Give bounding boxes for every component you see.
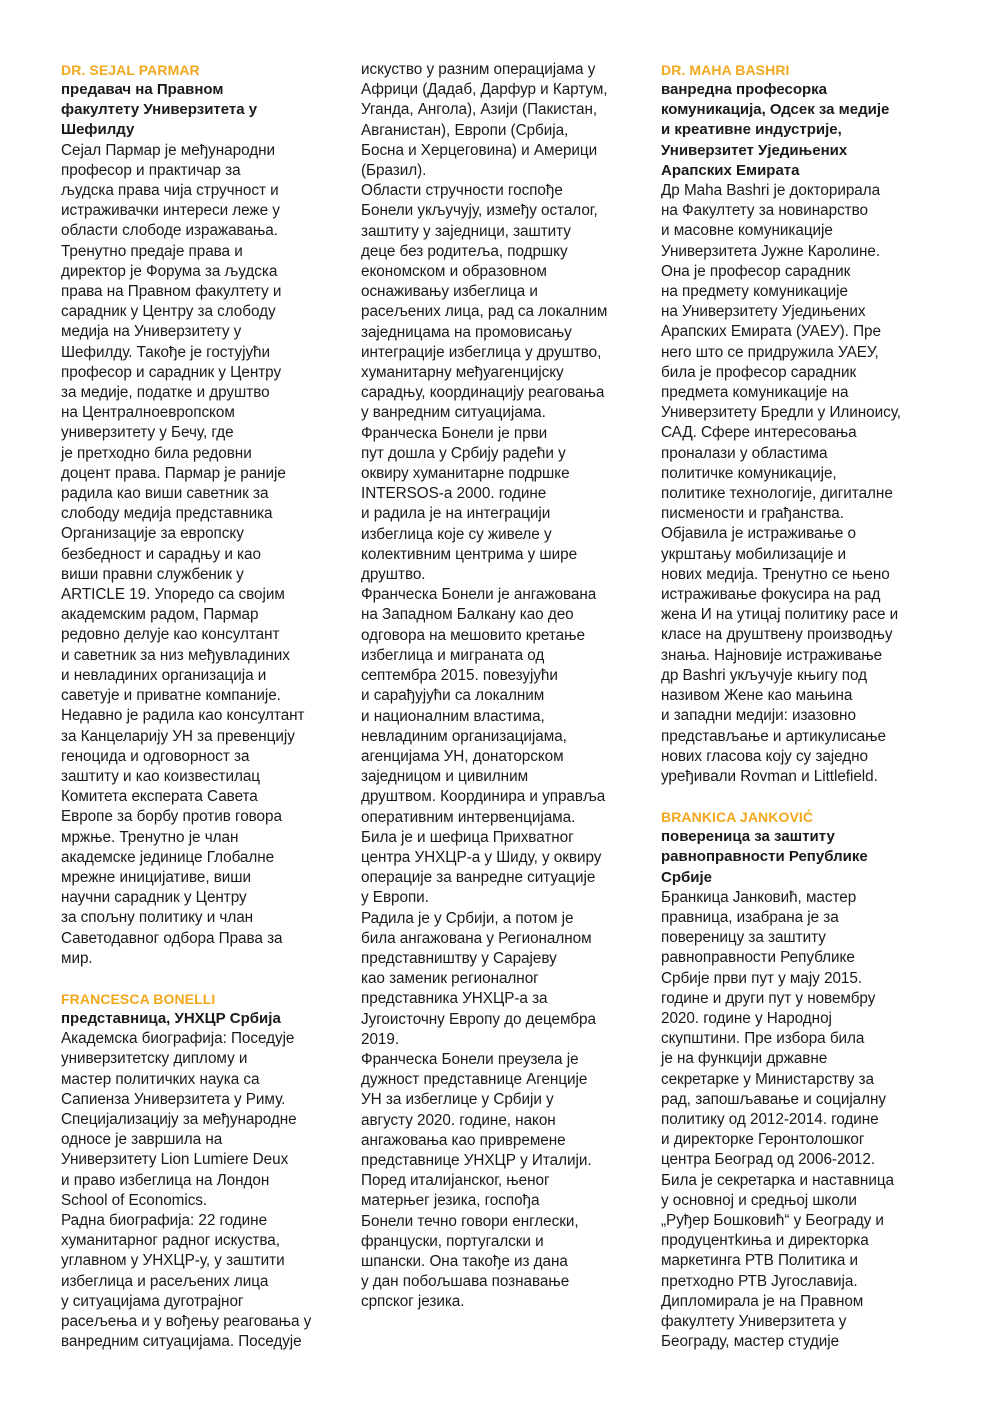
speaker-bio-brankica-jankovic: Бранкица Јанковић, мастер правница, изабрана је за повереницу за заштиту равноправности Републике Србије први пут у мају 2015. године и други пут у новембру 2020. године у Народној скупштини. Пре избора била је на функцији државне секретарке у Министарству за рад, запошљавање и социјалну политику од 2012-2014. године и директорке Геронтолошког центра Београд од 2006-2012. Била је секретарка и наставница у основној и средњој школи „Руђер Бошковић“ у Београду и продуцентkиња и директорка маркетинга РТВ Политика и претходно РТВ Југославија. Дипломирала је на Правном факултету Универзитета у Београду, мастер студије (661, 888, 894, 1351)
speaker-bio-sejal-parmar: Сејал Пармар је међународни професор и практичар за људска права чија стручност и истраживачки интереси леже у области слободе изражавања. Тренутно предаје права и директор је Форума за људска права на Правном факултету и сарадник у Центру за слободу медија на Универзитету у Шефилду. Такође је гостујући професор и сарадник у Центру за медије, податке и друштво на Централноевропском универзитету у Бечу, где је претходно била редовни доцент права. Пармар је раније радила као виши саветник за слободу медија представника Организације за европску безбедност и сарадњу и као виши правни службеник у ARTICLE 19. Упоредо са својим академским радом, Пармар редовно делује као консултант и саветник за низ међувладиних и невладиних организација и саветује и приватне компаније. Недавно је радила као консултант за Канцеларију УН за превенцију геноцида и одговорност за заштиту и као коизвестилац Комитета експерата Савета Европе за борбу против говора мржње. Тренутно је члан академске јединице Глобалне мрежне иницијативе, виши научни сарадник у Центру за спољну политику и члан Саветодавног одбора Права за мир. (61, 141, 305, 967)
speaker-role-maha-bashri: ванредна професорка комуникација, Одсек за медије и креативне индустрије, Универзитет Уједињених Арапских Емирата (661, 81, 890, 179)
column-left (61, 60, 343, 1352)
speaker-bio-francesca-bonelli: Академска биографија: Поседује универзитетску диплому и мастер политичких наука са Сапиенза Универзитета у Риму. Специјализацију за међународне односе је завршила на Универзитету Lion Lumiere Deux и право избеглица на Лондон School of Economics. Радна биографија: 22 године хуманитарног радног искуства, углавном у УНХЦР-у, у заштити избеглица и расељених лица у ситуацијама дуготрајног расељења и у вођењу реаговања у ванредним ситуацијама. Поседује (61, 1030, 312, 1351)
section-spacer (61, 969, 343, 989)
section-spacer (661, 787, 943, 807)
speaker-bio-francesca-bonelli-continued: искуство у разним операцијама у Африци (Дадаб, Дарфур и Картум, Уганда, Ангола), Азији (Пакистан, Авганистан), Европи (Србија, Босна и Херцеговина) и Америци (Бразил). Области стручности госпође Бонели укључују, између осталог, заштиту у заједници, заштиту деце без родитеља, подршку економском и образовном оснаживању избеглица и расељених лица, рад са локалним заједницама на промовисању интеграције избеглица у друштво, хуманитарну међуагенцијску сарадњу, координацију реаговања у ванредним ситуацијама. Франческа Бонели је први пут дошла у Србију радећи у оквиру хуманитарне подршке INTERSOS-а 2000. године и радила је на интеграцији избеглица које су живеле у колективним центрима у шире друштво. Франческа Бонели је ангажована на Западном Балкану као део одговора на мешовито кретање избеглица и миграната од септембра 2015. повезујући и сарађујући са локалним и националним властима, невладиним организацијама, агенцијама УН, донаторском заједницом и цивилним друштвом. Координира и управља оперативним интервенцијама. Била је и шефица Прихватног центра УНХЦР-а у Шиду, у оквиру операције за ванредне ситуације у Европи. Радила је у Србији, а потом је била ангажована у Регионалном представништву у Сарајеву као заменик регионалног представника УНХЦР-а за Југоисточну Европу до децембра 2019. Франческа Бонели преузела је дужност представнице Агенције УН за избеглице у Србији у августу 2020. године, након ангажовања као привремене представнице УНХЦР у Италији. Поред италијанског, њеног матерњег језика, госпођа Бонели течно говори енглески, француски, португалски и шпански. Она такође из дана у дан побољшава познавање српског језика. (361, 61, 608, 1311)
speaker-name-francesca-bonelli: FRANCESCA BONELLI (61, 990, 216, 1007)
column-right (661, 60, 943, 1352)
speaker-name-maha-bashri: DR. MAHA BASHRI (661, 62, 790, 78)
speaker-role-francesca-bonelli: представница, УНХЦР Србија (61, 1009, 281, 1027)
speaker-role-sejal-parmar: предавач на Правном факултету Универзитета у Шефилду (61, 81, 258, 139)
speaker-name-sejal-parmar: DR. SEJAL PARMAR (61, 62, 200, 78)
speaker-name-brankica-jankovic: BRANKICA JANKOVIĆ (661, 809, 814, 826)
speaker-bio-maha-bashri: Др Maha Bashri је докторирала на Факултету за новинарство и масовне комуникације Универзитета Јужне Каролине. Она је професор сарадник на предмету комуникације на Универзитету Уједињених Арапских Емирата (УАЕУ). Пре него што се придружила УАЕУ, била је професор сарадник предмета комуникације на Универзитету Бредли у Илиноису, САД. Сфере интересовања проналази у областима политичке комуникације, политике технологије, дигиталне писмености и грађанства. Објавила је истраживање о укрштању мобилизације и нових медија. Тренутно се њено истраживање фокусира на рад жена И на утицај политику расе и класе на друштвену производњу знања. Најновије истраживање др Bashri укључује књигу под називом Жене као мањина и западни медији: изазовно представљање и артикулисање нових гласова коју су заједно уређивали Rovman и Littlefield. (661, 182, 901, 785)
column-middle (361, 60, 643, 1313)
speaker-role-brankica-jankovic: повереница за заштиту равноправности Републике Србије (661, 828, 868, 886)
